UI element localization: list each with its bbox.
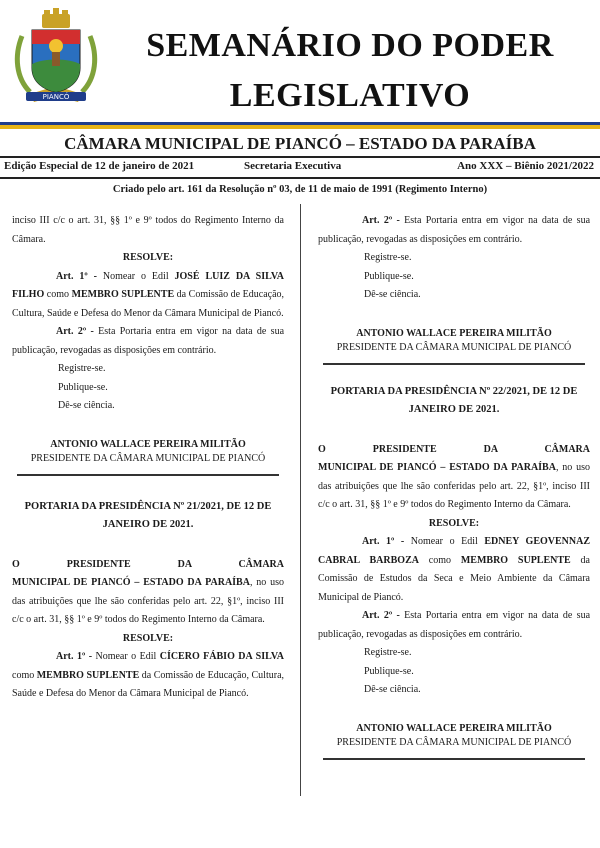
signature-block bbox=[12, 438, 284, 466]
de-se-ciencia: Dê-se ciência. bbox=[58, 400, 115, 411]
edition-date: Edição Especial de 12 de janeiro de 2021 bbox=[4, 160, 195, 172]
de-se-ciencia-right: Dê-se ciência. bbox=[364, 289, 421, 300]
powers-paragraph: MUNICIPAL DE PIANCÓ – ESTADO DA PARAÍBA, no uso das atribuições que lhe são conferidas pelo art. 22, §1º, inciso III c/c o art. 31, §§ 1º e 9º todos do Regimento Interno da Câmara. bbox=[12, 577, 284, 625]
article-2b-right: Art. 2º - Esta Portaria entra em vigor na data de sua publicação, revogadas as disposições em contrário. bbox=[318, 610, 591, 640]
resolve-heading-2: RESOLVE: bbox=[122, 632, 174, 644]
section-separator bbox=[17, 474, 279, 476]
creation-note: Criado pelo art. 161 da Resolução nº 03, de 11 de maio de 1991 (Regimento Interno) bbox=[112, 184, 488, 195]
portaria-21-title: PORTARIA DA PRESIDÊNCIA Nº 21/2021, DE 12 DE JANEIRO DE 2021. bbox=[24, 500, 272, 530]
article-1b: Art. 1º - Nomear o Edil CÍCERO FÁBIO DA SILVA como MEMBRO SUPLENTE da Comissão de Educação, Cultura, Saúde e Defesa do Menor da Câmara Municipal de Piancó. bbox=[12, 651, 285, 699]
column-divider bbox=[300, 204, 301, 796]
article-1-right: Art. 1º - Nomear o Edil EDNEY GEOVENNAZ CABRAL BARBOZA como MEMBRO SUPLENTE da Comissão de Estudos da Seca e Meio Ambiente da Câmara Municipal de Piancó. bbox=[318, 536, 591, 603]
municipal-crest-icon bbox=[8, 6, 104, 114]
right-column bbox=[318, 212, 590, 760]
signer-name: ANTONIO WALLACE PEREIRA MILITÃO bbox=[356, 327, 552, 339]
newspaper-title-line1: SEMANÁRIO DO PODER bbox=[146, 27, 554, 64]
left-column bbox=[12, 212, 284, 704]
registre: Registre-se. bbox=[58, 363, 106, 374]
newspaper-title-line2: LEGISLATIVO bbox=[229, 77, 471, 114]
rule-top bbox=[0, 156, 600, 158]
article-2: Art. 2º - Esta Portaria entra em vigor na data de sua publicação, revogadas as disposições em contrário. bbox=[12, 326, 285, 356]
registre-right-2: Registre-se. bbox=[364, 647, 412, 658]
signer-role: PRESIDENTE DA CÂMARA MUNICIPAL DE PIANCÓ bbox=[30, 452, 266, 464]
rule-bottom bbox=[0, 177, 600, 179]
chamber-heading: CÂMARA MUNICIPAL DE PIANCÓ – ESTADO DA PARAÍBA bbox=[64, 134, 536, 153]
signature-block-right bbox=[318, 327, 590, 355]
signer-role: PRESIDENTE DA CÂMARA MUNICIPAL DE PIANCÓ bbox=[336, 341, 572, 353]
registre-right: Registre-se. bbox=[364, 252, 412, 263]
signer-name: ANTONIO WALLACE PEREIRA MILITÃO bbox=[356, 722, 552, 734]
o-presidente: O PRESIDENTE DA CÂMARA bbox=[12, 558, 284, 570]
article-2-right: Art. 2º - Esta Portaria entra em vigor na data de sua publicação, revogadas as disposições em contrário. bbox=[318, 215, 591, 245]
department: Secretaria Executiva bbox=[244, 160, 342, 172]
signer-name: ANTONIO WALLACE PEREIRA MILITÃO bbox=[50, 438, 246, 450]
edition-year: Ano XXX – Biênio 2021/2022 bbox=[457, 160, 594, 172]
publique: Publique-se. bbox=[58, 381, 108, 393]
portaria-22-title: PORTARIA DA PRESIDÊNCIA Nº 22/2021, DE 12 DE JANEIRO DE 2021. bbox=[330, 385, 578, 415]
publique-right-2: Publique-se. bbox=[364, 665, 414, 677]
header-gold-band bbox=[0, 125, 600, 129]
de-se-ciencia-right-2: Dê-se ciência. bbox=[364, 684, 421, 695]
powers-paragraph-right: MUNICIPAL DE PIANCÓ – ESTADO DA PARAÍBA, no uso das atribuições que lhe são conferidas pelo art. 22, §1º, inciso III c/c o art. 31, §§ 1º e 9º todos do Regimento Interno da Câmara. bbox=[318, 462, 590, 510]
intro-paragraph: inciso III c/c o art. 31, §§ 1º e 9º todos do Regimento Interno da Câmara. bbox=[12, 215, 284, 245]
article-1: Art. 1º - Nomear o Edil JOSÉ LUIZ DA SILVA FILHO como MEMBRO SUPLENTE da Comissão de Educação, Cultura, Saúde e Defesa do Menor da Câmara Municipal de Piancó. bbox=[12, 270, 285, 319]
o-presidente-right: O PRESIDENTE DA CÂMARA bbox=[318, 443, 590, 455]
signature-block-right-2 bbox=[318, 722, 590, 750]
section-separator-right-2 bbox=[323, 758, 585, 760]
signer-role: PRESIDENTE DA CÂMARA MUNICIPAL DE PIANCÓ bbox=[336, 736, 572, 748]
crest-label: PIANCÓ bbox=[42, 93, 70, 101]
section-separator-right bbox=[323, 363, 585, 365]
publique-right: Publique-se. bbox=[364, 270, 414, 282]
resolve-heading-right: RESOLVE: bbox=[428, 517, 480, 529]
resolve-heading: RESOLVE: bbox=[122, 252, 174, 263]
